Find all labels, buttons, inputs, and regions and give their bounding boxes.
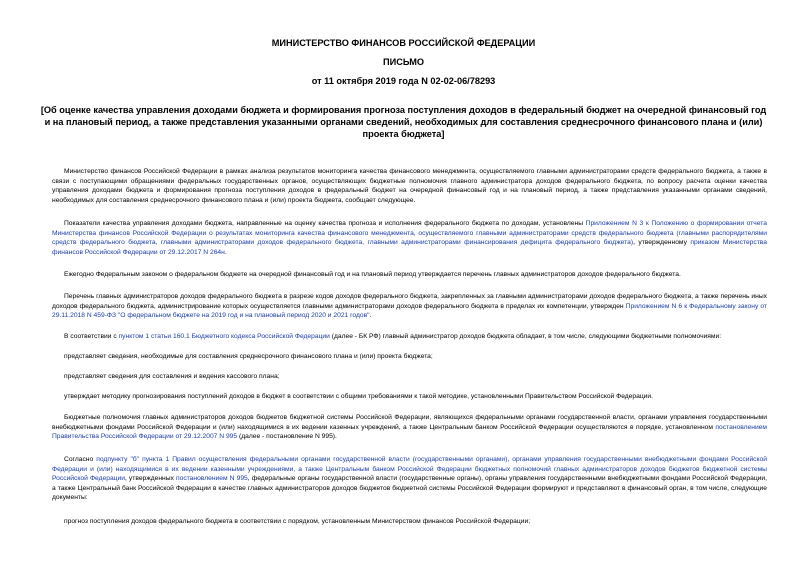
paragraph-8: утверждает методику прогнозирования поступлений доходов в бюджет в соответствии с общими требованиями к такой методике, установленными Правительством Российской Федерации. bbox=[64, 393, 654, 400]
paragraph-4-text-b: . bbox=[369, 312, 372, 320]
paragraph-7: представляет сведения для составления и ведения кассового плана; bbox=[64, 373, 280, 380]
paragraph-5-text-b: (далее - БК РФ) главный администратор доходов бюджета обладает, в том числе, следующими бюджетными полномочиями: bbox=[329, 333, 722, 340]
document-date-number: от 11 октября 2019 года N 02-02-06/78293 bbox=[311, 76, 496, 86]
link-appendix-3[interactable]: Приложением N 3 к Положению о формировании отчета Министерства финансов Российской Федерации о результатах мониторинга качества финансового менеджмента, осуществляемого главными администраторами средств федерального бюджета (главными распорядителями средств федерального бюджета, главными администраторами доходов федерального бюджета, главными администраторами финансирования дефицита федерального бюджета) bbox=[52, 220, 767, 247]
ministry-heading: МИНИСТЕРСТВО ФИНАНСОВ РОССИЙСКОЙ ФЕДЕРАЦИИ bbox=[271, 38, 536, 48]
paragraph-10-text-b: , утвержденных bbox=[124, 475, 176, 483]
paragraph-11: прогноз поступления доходов федерального бюджета в соответствии с порядком, установленным Министерством финансов Российской Федерации; bbox=[64, 518, 531, 525]
paragraph-10 bbox=[52, 455, 767, 503]
link-resolution-995[interactable]: постановлением Правительства Российской Федерации от 29.12.2007 N 995 bbox=[52, 423, 767, 441]
paragraph-2 bbox=[52, 219, 767, 257]
link-rules-subparagraph-b[interactable]: подпункту "б" пункта 1 Правил осуществления федеральными органами государственной власти (государственными органами), органами управления государственными внебюджетными фондами Российской Федерации и (или) находящимися в их ведении казенными учреждениями, а также Центральным банком Российской Федерации бюджетных полномочий главных администраторов доходов бюджетов бюджетной системы Российской Федерации bbox=[52, 456, 767, 483]
paragraph-6: представляет сведения, необходимые для составления среднесрочного финансового плана и (или) проекта бюджета; bbox=[64, 353, 433, 360]
paragraph-9 bbox=[52, 413, 767, 442]
paragraph-1: Министерство финансов Российской Федерации в рамках анализа результатов мониторинга качества финансового менеджмента, осуществляемого главными администраторами средств федерального бюджета, а также в связи с поступающими обращениями федеральных государственных органов, осуществляющих бюджетные полномочия главного администратора доходов федерального бюджета, по вопросу расчета оценки качества управления доходами бюджета и формирования прогноза поступления доходов в федеральный бюджет на очередной финансовый год и на плановый период, а также представления указанными органами сведений, необходимых для составления среднесрочного финансового плана и (или) проекта бюджета, сообщает следующее. bbox=[52, 168, 767, 204]
paragraph-10-text-a: Согласно bbox=[64, 456, 97, 463]
paragraph-4-text-a: Перечень главных администраторов доходов федерального бюджета в разрезе кодов доходов федерального бюджета, закрепленных за главными администраторами доходов федерального бюджета, а также перечень иных доходов федерального бюджета, администрирование которых осуществляется главными администраторами доходов федерального бюджета в пределах их компетенции, утвержден bbox=[52, 293, 767, 310]
document-subject: [Об оценке качества управления доходами бюджета и формирования прогноза поступления доходов в федеральный бюджет на очередной финансовый год и на плановый период, а также представления указанными органами сведений, необходимых для составления среднесрочного финансового плана и (или) проекта бюджета] bbox=[40, 105, 767, 139]
link-order-264n[interactable]: приказом Министерства финансов Российской Федерации от 29.12.2017 N 264н bbox=[52, 239, 767, 256]
paragraph-5 bbox=[52, 332, 767, 342]
paragraph-9-text-a: Бюджетные полномочия главных администраторов доходов бюджетов бюджетной системы Российской Федерации, являющихся федеральными органами государственной власти, органами управления государственными внебюджетными фондами Российской Федерации и (или) находящимися в их ведении казенных учреждений, а также Центральным банком Российской Федерации осуществляются в порядке, установленном bbox=[52, 414, 767, 431]
paragraph-5-text-a: В соответствии с bbox=[64, 333, 119, 340]
paragraph-3: Ежегодно Федеральным законом о федеральном бюджете на очередной финансовый год и на плановый период утверждается перечень главных администраторов доходов федерального бюджета. bbox=[64, 271, 681, 278]
document-type: ПИСЬМО bbox=[382, 57, 425, 67]
link-appendix-6-law-459fz[interactable]: Приложением N 6 к Федеральному закону от 29.11.2018 N 459-ФЗ "О федеральном бюджете на 2019 год и на плановый период 2020 и 2021 годов" bbox=[52, 302, 767, 320]
link-budget-code-160-1[interactable]: пунктом 1 статьи 160.1 Бюджетного кодекса Российской Федерации bbox=[118, 333, 330, 340]
paragraph-2-text-c: . bbox=[224, 248, 227, 256]
paragraph-4 bbox=[52, 292, 767, 321]
paragraph-10-text-c: , федеральные органы государственной власти (государственные органы), органы управления государственными внебюджетными фондами Российской Федерации, а также Центральный банк Российской Федерации в качестве главных администраторов доходов бюджетов бюджетной системы Российской Федерации формируют и представляют в финансовый орган, в том числе, следующие документы: bbox=[52, 475, 767, 502]
paragraph-2-text-b: , утвержденному bbox=[633, 239, 691, 247]
paragraph-2-text-a: Показатели качества управления доходами бюджета, направленные на оценку качества прогноза и исполнения федерального бюджета по доходам, установлены bbox=[64, 220, 586, 227]
paragraph-9-text-b: (далее - постановление N 995). bbox=[237, 433, 337, 441]
link-resolution-995-short[interactable]: постановлением N 995 bbox=[176, 475, 248, 483]
